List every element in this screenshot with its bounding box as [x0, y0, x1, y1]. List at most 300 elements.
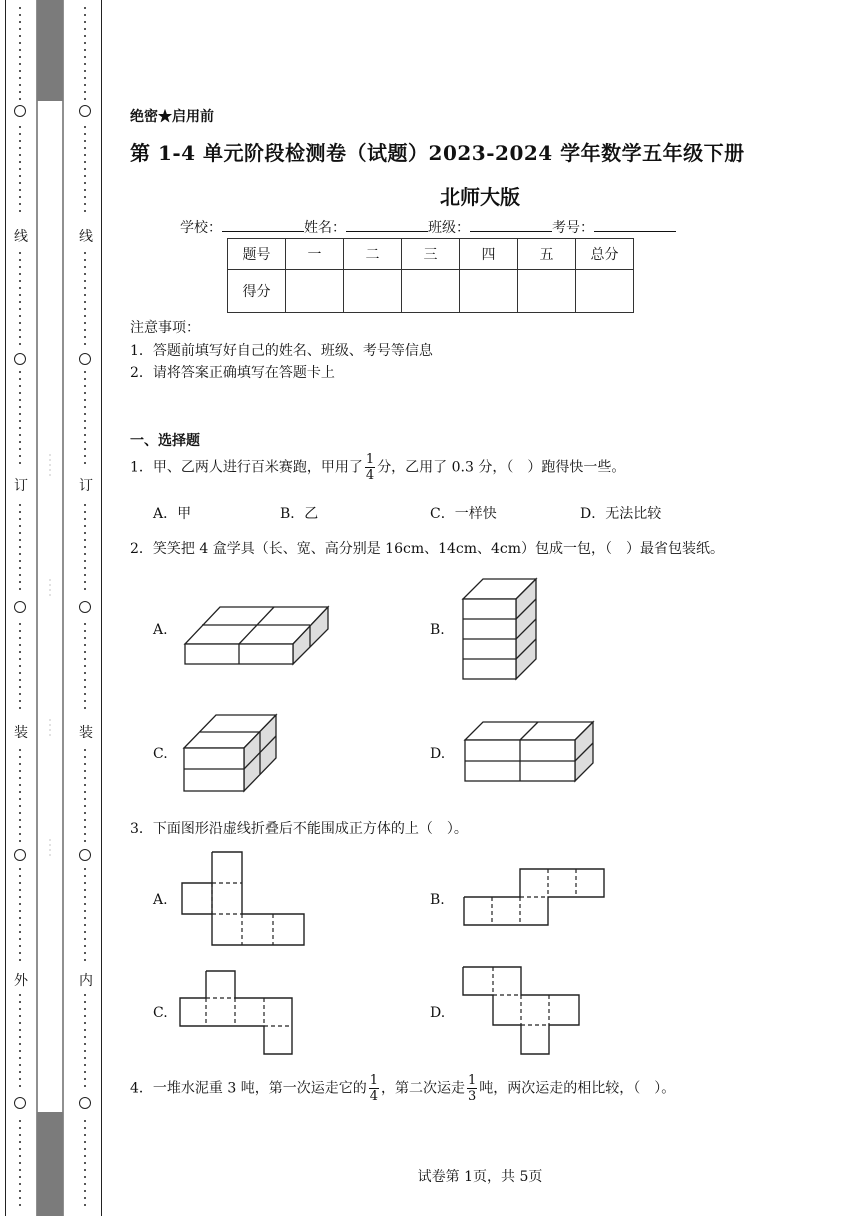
binding-dot — [19, 574, 21, 576]
binding-dot — [19, 1071, 21, 1073]
q4-frac1-num: 1 — [369, 1073, 378, 1088]
binding-dot — [84, 1120, 86, 1122]
binding-faint-dot — [49, 594, 50, 595]
binding-dot — [84, 679, 86, 681]
q4-frac1-den: 4 — [369, 1089, 378, 1104]
binding-circle-icon — [14, 105, 26, 117]
q2-label-a: A. — [153, 622, 168, 638]
binding-dot — [19, 301, 21, 303]
binding-faint-dot — [49, 844, 50, 845]
binding-dot — [84, 98, 86, 100]
binding-dot — [19, 532, 21, 534]
binding-dot — [19, 28, 21, 30]
binding-dot — [84, 294, 86, 296]
binding-dot — [19, 434, 21, 436]
name-blank[interactable] — [346, 217, 428, 232]
binding-dot — [84, 1008, 86, 1010]
binding-dot — [84, 700, 86, 702]
class-label: 班级： — [428, 220, 470, 236]
binding-dot — [84, 1050, 86, 1052]
binding-dot — [84, 1190, 86, 1192]
binding-dot — [19, 315, 21, 317]
binding-dot — [84, 84, 86, 86]
binding-circle-icon — [79, 601, 91, 613]
binding-dot — [84, 1162, 86, 1164]
binding-dot — [84, 189, 86, 191]
binding-dot — [84, 707, 86, 709]
binding-dot — [84, 539, 86, 541]
binding-margin — [0, 0, 105, 1216]
binding-dot — [84, 651, 86, 653]
binding-faint-dot — [49, 459, 50, 460]
school-blank[interactable] — [222, 217, 304, 232]
binding-dot — [19, 777, 21, 779]
binding-dot — [19, 553, 21, 555]
q3-net-d — [461, 965, 586, 1060]
binding-dot — [84, 1071, 86, 1073]
binding-dot — [84, 1204, 86, 1206]
binding-dot — [84, 581, 86, 583]
binding-dot — [19, 686, 21, 688]
binding-dot — [84, 910, 86, 912]
q2-label-b: B. — [430, 622, 445, 638]
question-4 — [130, 1073, 675, 1104]
binding-dot — [84, 21, 86, 23]
binding-dot — [84, 182, 86, 184]
binding-dot — [84, 315, 86, 317]
binding-dot — [84, 756, 86, 758]
page-footer: 试卷第 1页，共 5页 — [417, 1169, 543, 1185]
binding-shade-bottom — [37, 1112, 63, 1216]
binding-dot — [84, 455, 86, 457]
inner-label-line: 线 — [79, 229, 93, 245]
binding-dot — [19, 210, 21, 212]
binding-dot — [19, 126, 21, 128]
binding-dot — [19, 924, 21, 926]
binding-dot — [84, 672, 86, 674]
outer-label-line: 线 — [14, 229, 28, 245]
binding-dot — [84, 427, 86, 429]
score-cell[interactable] — [460, 270, 518, 313]
binding-dot — [19, 385, 21, 387]
binding-dot — [19, 560, 21, 562]
q1-option-a[interactable]: A．甲 — [153, 506, 192, 522]
binding-dot — [84, 525, 86, 527]
binding-dot — [84, 301, 86, 303]
binding-dot — [19, 798, 21, 800]
binding-dot — [84, 56, 86, 58]
section-title: 一、选择题 — [130, 433, 200, 449]
binding-dot — [19, 518, 21, 520]
q2-figure-d — [461, 718, 601, 786]
binding-dot — [19, 1162, 21, 1164]
exam-no-label: 考号： — [552, 220, 594, 236]
binding-dot — [19, 168, 21, 170]
score-table-score-row — [228, 270, 634, 313]
inner-label-zhuang: 装 — [79, 725, 93, 741]
binding-dot — [84, 665, 86, 667]
binding-dot — [84, 686, 86, 688]
score-cell[interactable] — [286, 270, 344, 313]
binding-dot — [84, 280, 86, 282]
score-table-header-row — [228, 239, 634, 270]
q1-text-b: 分，乙用了 0.3 分，（ ）跑得快一些。 — [377, 459, 626, 476]
binding-dot — [19, 567, 21, 569]
binding-dot — [19, 588, 21, 590]
binding-dot — [84, 287, 86, 289]
binding-dot — [84, 784, 86, 786]
binding-dot — [84, 1043, 86, 1045]
binding-dot — [19, 931, 21, 933]
q2-label-d: D. — [430, 746, 446, 762]
binding-dot — [84, 1036, 86, 1038]
binding-dot — [19, 35, 21, 37]
exam-subtitle: 北师大版 — [440, 185, 520, 209]
binding-dot — [84, 126, 86, 128]
binding-dot — [19, 1190, 21, 1192]
binding-dot — [84, 945, 86, 947]
binding-dot — [19, 406, 21, 408]
binding-dot — [84, 644, 86, 646]
binding-dot — [84, 322, 86, 324]
note-item: 2．请将答案正确填写在答题卡上 — [130, 365, 335, 381]
binding-dot — [19, 644, 21, 646]
binding-dot — [84, 1148, 86, 1150]
binding-dot — [19, 133, 21, 135]
binding-dot — [19, 840, 21, 842]
binding-dot — [84, 308, 86, 310]
q4-text-c: 吨，两次运走的相比较，（ ）。 — [479, 1080, 676, 1097]
binding-dot — [84, 203, 86, 205]
binding-dot — [84, 266, 86, 268]
binding-dot — [19, 154, 21, 156]
q1-option-b[interactable]: B．乙 — [280, 506, 319, 522]
score-header-cell: 总分 — [576, 239, 634, 270]
binding-dot — [19, 819, 21, 821]
binding-faint-dot — [49, 584, 50, 585]
binding-dot — [19, 1064, 21, 1066]
binding-dot — [19, 581, 21, 583]
binding-dot — [19, 378, 21, 380]
binding-dot — [84, 833, 86, 835]
binding-dot — [19, 1043, 21, 1045]
q3-net-c — [178, 970, 303, 1060]
binding-dot — [19, 749, 21, 751]
binding-dot — [84, 952, 86, 954]
binding-dot — [84, 336, 86, 338]
binding-circle-icon — [14, 849, 26, 861]
binding-dot — [84, 434, 86, 436]
binding-dot — [84, 504, 86, 506]
binding-dot — [84, 420, 86, 422]
binding-dot — [84, 812, 86, 814]
binding-dot — [84, 168, 86, 170]
binding-dot — [19, 189, 21, 191]
binding-dot — [84, 840, 86, 842]
binding-dot — [19, 833, 21, 835]
score-cell[interactable] — [576, 270, 634, 313]
binding-dot — [84, 252, 86, 254]
binding-dot — [84, 210, 86, 212]
binding-dot — [19, 77, 21, 79]
binding-faint-dot — [49, 589, 50, 590]
binding-circle-icon — [14, 353, 26, 365]
binding-faint-dot — [49, 464, 50, 465]
binding-dot — [84, 392, 86, 394]
binding-faint-dot — [49, 469, 50, 470]
binding-dot — [84, 553, 86, 555]
binding-dot — [84, 70, 86, 72]
question-3: 3．下面图形沿虚线折叠后不能围成正方体的上（ ）。 — [130, 821, 468, 837]
binding-dot — [19, 399, 21, 401]
binding-dot — [19, 1029, 21, 1031]
binding-dot — [84, 560, 86, 562]
binding-dot — [19, 868, 21, 870]
q1-frac-num: 1 — [365, 452, 375, 467]
q4-frac2-num: 1 — [468, 1073, 477, 1088]
binding-dot — [84, 819, 86, 821]
binding-dot — [84, 91, 86, 93]
binding-dot — [19, 56, 21, 58]
binding-dot — [84, 777, 86, 779]
binding-dot — [84, 385, 86, 387]
q1-frac-den: 4 — [365, 468, 375, 483]
binding-circle-icon — [14, 1097, 26, 1109]
inner-label-nei: 内 — [79, 973, 93, 989]
binding-dot — [19, 21, 21, 23]
q4-text-b: ，第二次运走 — [381, 1080, 465, 1097]
score-cell[interactable] — [402, 270, 460, 313]
binding-dot — [19, 336, 21, 338]
binding-dot — [19, 441, 21, 443]
binding-dot — [19, 707, 21, 709]
score-header-cell: 一 — [286, 239, 344, 270]
q1-text-a: 1．甲、乙两人进行百米赛跑，甲用了 — [130, 459, 363, 476]
binding-dot — [19, 182, 21, 184]
binding-dot — [19, 371, 21, 373]
binding-dot — [19, 1050, 21, 1052]
binding-faint-dot — [49, 719, 50, 720]
binding-dot — [84, 399, 86, 401]
binding-dot — [19, 259, 21, 261]
binding-dot — [19, 343, 21, 345]
binding-dot — [19, 175, 21, 177]
binding-dot — [84, 28, 86, 30]
binding-dot — [84, 805, 86, 807]
binding-dot — [84, 1127, 86, 1129]
binding-dot — [19, 1141, 21, 1143]
binding-dot — [19, 1148, 21, 1150]
binding-dot — [84, 623, 86, 625]
binding-dot — [84, 63, 86, 65]
binding-dot — [84, 42, 86, 44]
binding-dot — [19, 826, 21, 828]
binding-dot — [84, 994, 86, 996]
binding-dot — [19, 1015, 21, 1017]
binding-dot — [19, 420, 21, 422]
binding-dot — [19, 49, 21, 51]
binding-dot — [84, 35, 86, 37]
binding-dot — [84, 1134, 86, 1136]
binding-dot — [84, 1015, 86, 1017]
binding-dot — [19, 147, 21, 149]
binding-dot — [19, 896, 21, 898]
binding-dot — [84, 1085, 86, 1087]
binding-dot — [84, 259, 86, 261]
binding-faint-dot — [49, 729, 50, 730]
binding-dot — [84, 546, 86, 548]
binding-dot — [84, 406, 86, 408]
binding-dot — [84, 749, 86, 751]
binding-dot — [19, 1134, 21, 1136]
binding-dot — [19, 413, 21, 415]
binding-dot — [19, 308, 21, 310]
binding-dot — [19, 938, 21, 940]
binding-dot — [84, 574, 86, 576]
binding-dot — [84, 147, 86, 149]
binding-dot — [84, 196, 86, 198]
notes-title: 注意事项： — [130, 320, 200, 336]
class-blank[interactable] — [470, 217, 552, 232]
binding-dot — [84, 413, 86, 415]
binding-dot — [19, 294, 21, 296]
score-row-label: 得分 — [228, 270, 286, 313]
binding-dot — [19, 658, 21, 660]
binding-dot — [19, 637, 21, 639]
binding-dot — [84, 1176, 86, 1178]
confidential-mark: 绝密★启用前 — [130, 109, 214, 125]
binding-dot — [19, 203, 21, 205]
binding-dot — [84, 763, 86, 765]
score-cell[interactable] — [518, 270, 576, 313]
binding-dot — [84, 1197, 86, 1199]
name-label: 姓名： — [304, 220, 346, 236]
exam-no-blank[interactable] — [594, 217, 676, 232]
binding-dot — [84, 567, 86, 569]
score-header-cell: 三 — [402, 239, 460, 270]
student-info-line — [180, 217, 676, 237]
binding-dot — [19, 1022, 21, 1024]
binding-dot — [19, 1127, 21, 1129]
binding-dot — [84, 882, 86, 884]
q3-label-b: B. — [430, 892, 445, 908]
q4-fraction-2 — [467, 1073, 477, 1104]
binding-dot — [19, 7, 21, 9]
q3-net-b — [462, 867, 612, 929]
binding-dot — [19, 84, 21, 86]
binding-dot — [84, 462, 86, 464]
binding-dot — [19, 273, 21, 275]
binding-dot — [84, 1029, 86, 1031]
binding-dot — [84, 931, 86, 933]
q4-fraction-1 — [369, 1073, 379, 1104]
binding-faint-dot — [49, 849, 50, 850]
binding-dot — [84, 903, 86, 905]
question-1 — [130, 452, 625, 483]
binding-shade-top — [37, 0, 63, 101]
binding-dot — [84, 511, 86, 513]
binding-dot — [19, 511, 21, 513]
q1-option-d[interactable]: D．无法比较 — [580, 506, 662, 522]
q2-figure-c — [180, 710, 290, 798]
binding-dot — [19, 91, 21, 93]
binding-dot — [19, 623, 21, 625]
binding-dot — [19, 791, 21, 793]
binding-dot — [84, 448, 86, 450]
binding-dot — [19, 1176, 21, 1178]
binding-dot — [84, 7, 86, 9]
binding-dot — [84, 1141, 86, 1143]
binding-dot — [84, 588, 86, 590]
binding-dot — [19, 1183, 21, 1185]
binding-dot — [84, 133, 86, 135]
binding-dot — [84, 1078, 86, 1080]
q4-frac2-den: 3 — [468, 1089, 477, 1104]
school-label: 学校： — [180, 220, 222, 236]
q2-label-c: C. — [153, 746, 168, 762]
score-header-cell: 五 — [518, 239, 576, 270]
binding-dot — [84, 1001, 86, 1003]
score-header-cell: 二 — [344, 239, 402, 270]
score-table — [227, 238, 634, 313]
binding-dot — [84, 154, 86, 156]
binding-dot — [84, 896, 86, 898]
binding-dot — [84, 637, 86, 639]
binding-dot — [84, 630, 86, 632]
binding-dot — [84, 1183, 86, 1185]
binding-dot — [19, 889, 21, 891]
binding-dot — [19, 784, 21, 786]
outer-label-zhuang: 装 — [14, 725, 28, 741]
binding-dot — [19, 329, 21, 331]
binding-dot — [19, 875, 21, 877]
binding-dot — [19, 1057, 21, 1059]
binding-dot — [19, 392, 21, 394]
binding-dot — [19, 917, 21, 919]
binding-dot — [84, 273, 86, 275]
binding-dot — [84, 798, 86, 800]
binding-dot — [84, 1022, 86, 1024]
binding-faint-dot — [49, 454, 50, 455]
q3-label-d: D. — [430, 1005, 446, 1021]
binding-dot — [84, 1064, 86, 1066]
binding-dot — [19, 770, 21, 772]
binding-dot — [19, 1036, 21, 1038]
q3-net-a — [180, 850, 310, 950]
binding-dot — [19, 504, 21, 506]
binding-dot — [19, 266, 21, 268]
binding-dot — [19, 763, 21, 765]
binding-dot — [84, 889, 86, 891]
binding-dot — [19, 70, 21, 72]
binding-dot — [19, 700, 21, 702]
binding-dot — [84, 532, 86, 534]
binding-dot — [19, 1120, 21, 1122]
q1-option-c[interactable]: C．一样快 — [430, 506, 497, 522]
binding-dot — [19, 882, 21, 884]
note-item: 1．答题前填写好自己的姓名、班级、考号等信息 — [130, 343, 433, 359]
binding-dot — [19, 539, 21, 541]
binding-dot — [19, 959, 21, 961]
binding-dot — [19, 1078, 21, 1080]
binding-dot — [19, 693, 21, 695]
binding-dot — [84, 518, 86, 520]
binding-dot — [19, 462, 21, 464]
score-cell[interactable] — [344, 270, 402, 313]
binding-dot — [19, 1008, 21, 1010]
binding-dot — [19, 14, 21, 16]
outer-label-ding: 订 — [14, 478, 28, 494]
